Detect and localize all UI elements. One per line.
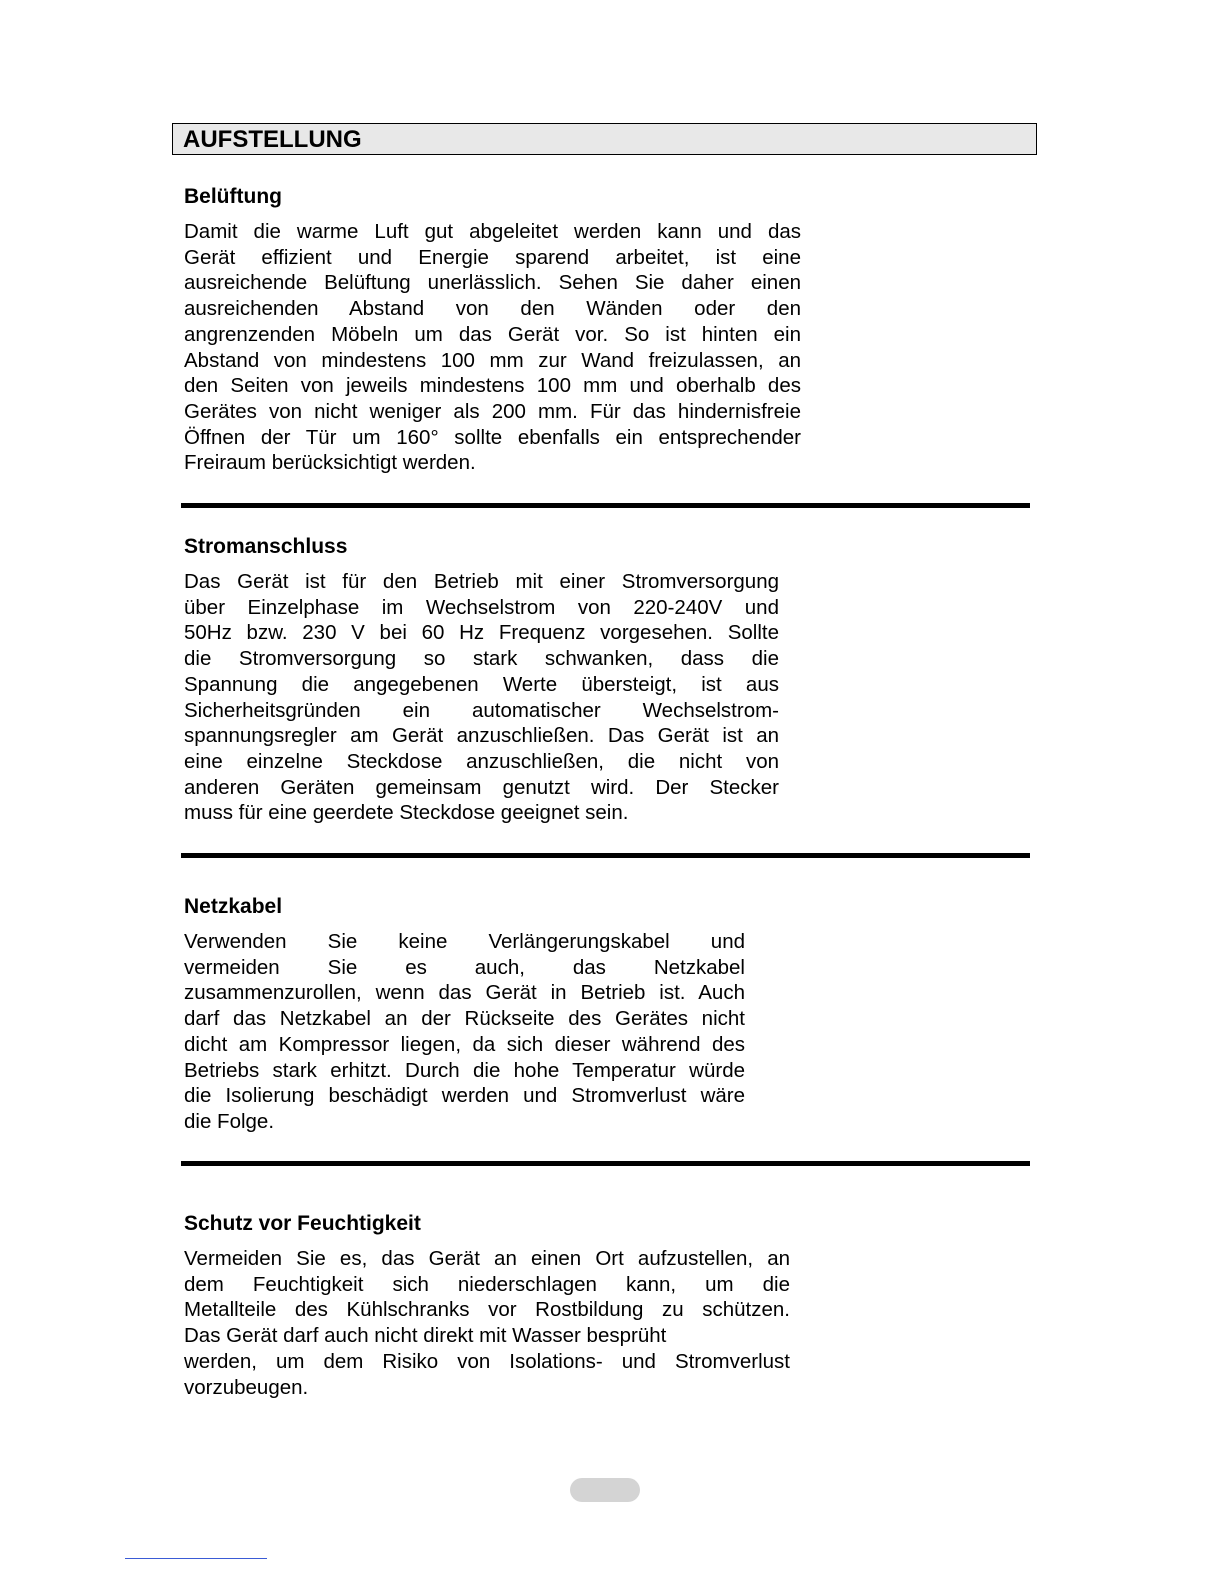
text-line: Metallteile des Kühlschranks vor Rostbildung zu schützen. [184, 1298, 790, 1322]
paragraph-belueftung [184, 219, 801, 476]
heading-schutz-vor-feuchtigkeit: Schutz vor Feuchtigkeit [184, 1212, 421, 1235]
text-line: über Einzelphase im Wechselstrom von 220-240V und [184, 595, 779, 619]
section-divider [181, 853, 1030, 858]
text-line: Sicherheitsgründen ein automatischer Wechselstrom- [184, 698, 779, 722]
text-line: eine einzelne Steckdose anzuschließen, die nicht von [184, 749, 779, 773]
text-line: zusammenzurollen, wenn das Gerät in Betrieb ist. Auch [184, 981, 745, 1005]
paragraph-schutz-vor-feuchtigkeit [184, 1246, 790, 1400]
heading-stromanschluss: Stromanschluss [184, 535, 348, 558]
text-line: ausreichenden Abstand von den Wänden oder den [184, 297, 801, 321]
text-line: Freiraum berücksichtigt werden. [184, 451, 476, 475]
text-line: Damit die warme Luft gut abgeleitet werden kann und das [184, 220, 801, 243]
heading-belueftung: Belüftung [184, 185, 282, 208]
text-line: muss für eine geerdete Steckdose geeignet sein. [184, 801, 629, 825]
text-line: Gerät effizient und Energie sparend arbeitet, ist eine [184, 245, 801, 269]
section-divider [181, 1161, 1030, 1166]
footer-link-line [125, 1558, 267, 1559]
text-line: werden, um dem Risiko von Isolations- und Stromverlust [184, 1349, 790, 1373]
heading-netzkabel: Netzkabel [184, 895, 283, 918]
text-line: Öffnen der Tür um 160° sollte ebenfalls ein entsprechender [184, 425, 801, 449]
text-line: 50Hz bzw. 230 V bei 60 Hz Frequenz vorgesehen. Sollte [184, 621, 779, 645]
section-title: AUFSTELLUNG [172, 123, 1037, 155]
text-line: dicht am Kompressor liegen, da sich dieser während des [184, 1032, 745, 1056]
text-line: angrenzenden Möbeln um das Gerät vor. So ist hinten ein [184, 322, 801, 346]
text-line: anderen Geräten gemeinsam genutzt wird. Der Stecker [184, 775, 779, 799]
text-line: Das Gerät ist für den Betrieb mit einer Stromversorgung [184, 570, 779, 593]
text-line: darf das Netzkabel an der Rückseite des Gerätes nicht [184, 1007, 745, 1031]
text-line: Spannung die angegebenen Werte übersteigt, ist aus [184, 672, 779, 696]
text-line: ausreichende Belüftung unerlässlich. Sehen Sie daher einen [184, 271, 801, 295]
section-divider [181, 503, 1030, 508]
text-line: Verwenden Sie keine Verlängerungskabel und [184, 930, 745, 953]
text-line: die Stromversorgung so stark schwanken, dass die [184, 647, 779, 671]
paragraph-netzkabel [184, 929, 745, 1135]
text-line: Betriebs stark erhitzt. Durch die hohe Temperatur würde [184, 1058, 745, 1082]
text-line: Abstand von mindestens 100 mm zur Wand freizulassen, an [184, 348, 801, 372]
text-line: vorzubeugen. [184, 1375, 309, 1399]
text-line: die Folge. [184, 1109, 275, 1133]
text-line: Gerätes von nicht weniger als 200 mm. Für das hindernisfreie [184, 399, 801, 423]
text-line: Vermeiden Sie es, das Gerät an einen Ort aufzustellen, an [184, 1247, 790, 1270]
text-line: Das Gerät darf auch nicht direkt mit Wasser besprüht [184, 1324, 667, 1348]
paragraph-stromanschluss [184, 569, 779, 826]
text-line: die Isolierung beschädigt werden und Stromverlust wäre [184, 1084, 745, 1108]
text-line: vermeiden Sie es auch, das Netzkabel [184, 955, 745, 979]
text-line: den Seiten von jeweils mindestens 100 mm und oberhalb des [184, 374, 801, 398]
text-line: spannungsregler am Gerät anzuschließen. Das Gerät ist an [184, 724, 779, 748]
text-line: dem Feuchtigkeit sich niederschlagen kann, um die [184, 1272, 790, 1296]
page-number-badge [570, 1478, 640, 1502]
